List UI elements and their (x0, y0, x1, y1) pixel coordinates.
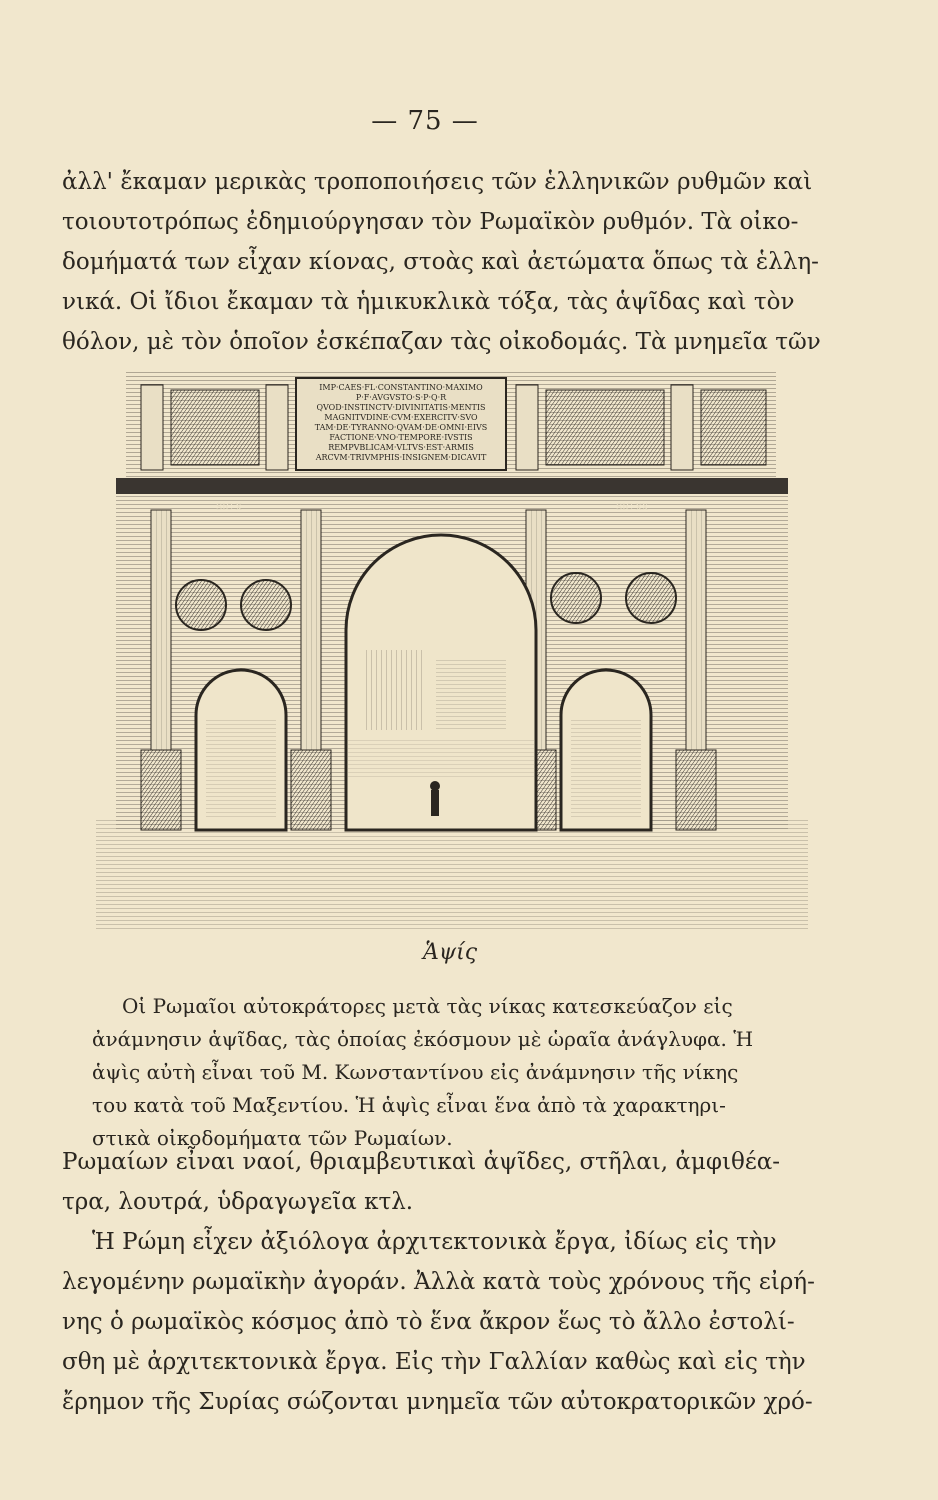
caption-line: ἁψὶς αὐτὴ εἶναι τοῦ Μ. Κωνσταντίνου εἰς ἀνάμνησιν τῆς νίκης (92, 1060, 739, 1084)
text-line: τρα, λουτρά, ὑδραγωγεῖα κτλ. (62, 1189, 414, 1215)
inscription-line: IMP·CAES·FL·CONSTANTINO·MAXIMO (319, 383, 483, 392)
caption-line: στικὰ οἰκοδομήματα τῶν Ρωμαίων. (92, 1126, 453, 1150)
figure-caption-title: Ἁψίς (422, 940, 478, 965)
inscription-line: FACTIONE·VNO·TEMPORE·IVSTIS (329, 433, 473, 442)
arch-engraving (96, 360, 808, 932)
paragraph-monuments (62, 1142, 792, 1222)
attic-mark: SIC XX (616, 503, 649, 513)
text-line: Ἡ Ρώμη εἶχεν ἀξιόλογα ἀρχιτεκτονικὰ ἔργα, ἰδίως εἰς τὴν (92, 1229, 777, 1255)
inscription-line: ARCVM·TRIVMPHIS·INSIGNEM·DICAVIT (315, 453, 487, 462)
text-line: τοιουτοτρόπως ἐδημιούργησαν τὸν Ρωμαϊκὸν ρυθμόν. Τὰ οἰκο- (62, 209, 799, 235)
text-line: νικά. Οἱ ἴδιοι ἔκαμαν τὰ ἡμικυκλικὰ τόξα, τὰς ἁψῖδας καὶ τὸν (62, 289, 795, 315)
attic-mark: SIC X (216, 503, 242, 513)
caption-line: Οἱ Ρωμαῖοι αὐτοκράτορες μετὰ τὰς νίκας κατεσκεύαζον εἰς (122, 994, 733, 1018)
paragraph-intro (62, 162, 821, 362)
paragraph-rome (62, 1222, 815, 1422)
page-number: — 75 — (371, 106, 479, 136)
inscription-line: MAGNITVDINE·CVM·EXERCITV·SVO (324, 413, 478, 422)
inscription-line: REMPVBLICAM·VLTVS·EST·ARMIS (328, 443, 474, 452)
text-line: νης ὁ ρωμαϊκὸς κόσμος ἀπὸ τὸ ἕνα ἄκρον ἕως τὸ ἄλλο ἐστολί- (62, 1309, 795, 1335)
inscription-line: QVOD·INSTINCTV·DIVINITATIS·MENTIS (316, 403, 486, 412)
text-line: σθη μὲ ἀρχιτεκτονικὰ ἔργα. Εἰς τὴν Γαλλίαν καθὼς καὶ εἰς τὴν (62, 1349, 806, 1375)
figure-caption (92, 990, 812, 1155)
text-line: λεγομένην ρωμαϊκὴν ἀγοράν. Ἀλλὰ κατὰ τοὺς χρόνους τῆς εἰρή- (62, 1269, 815, 1295)
inscription-line: P·F·AVGVSTO·S·P·Q·R (355, 393, 447, 402)
text-line: ἀλλ' ἔκαμαν μερικὰς τροποποιήσεις τῶν ἑλληνικῶν ρυθμῶν καὶ (62, 169, 813, 195)
text-line: ἔρημον τῆς Συρίας σώζονται μνημεῖα τῶν αὐτοκρατορικῶν χρό- (62, 1389, 813, 1415)
caption-line: του κατὰ τοῦ Μαξεντίου. Ἡ ἁψὶς εἶναι ἕνα ἀπὸ τὰ χαρακτηρι- (92, 1093, 726, 1117)
text-line: Ρωμαίων εἶναι ναοί, θριαμβευτικαὶ ἁψῖδες, στῆλαι, ἀμφιθέα- (62, 1149, 781, 1175)
inscription-line: TAM·DE·TYRANNO·QVAM·DE·OMNI·EIVS (314, 423, 488, 432)
text-line: δομήματά των εἶχαν κίονας, στοὰς καὶ ἀετώματα ὅπως τὰ ἑλλη- (62, 249, 819, 275)
text-line: θόλον, μὲ τὸν ὁποῖον ἐσκέπαζαν τὰς οἰκοδομάς. Τὰ μνημεῖα τῶν (62, 329, 821, 355)
caption-line: ἀνάμνησιν ἁψῖδας, τὰς ὁποίας ἐκόσμουν μὲ ὡραῖα ἀνάγλυφα. Ἡ (92, 1027, 754, 1051)
